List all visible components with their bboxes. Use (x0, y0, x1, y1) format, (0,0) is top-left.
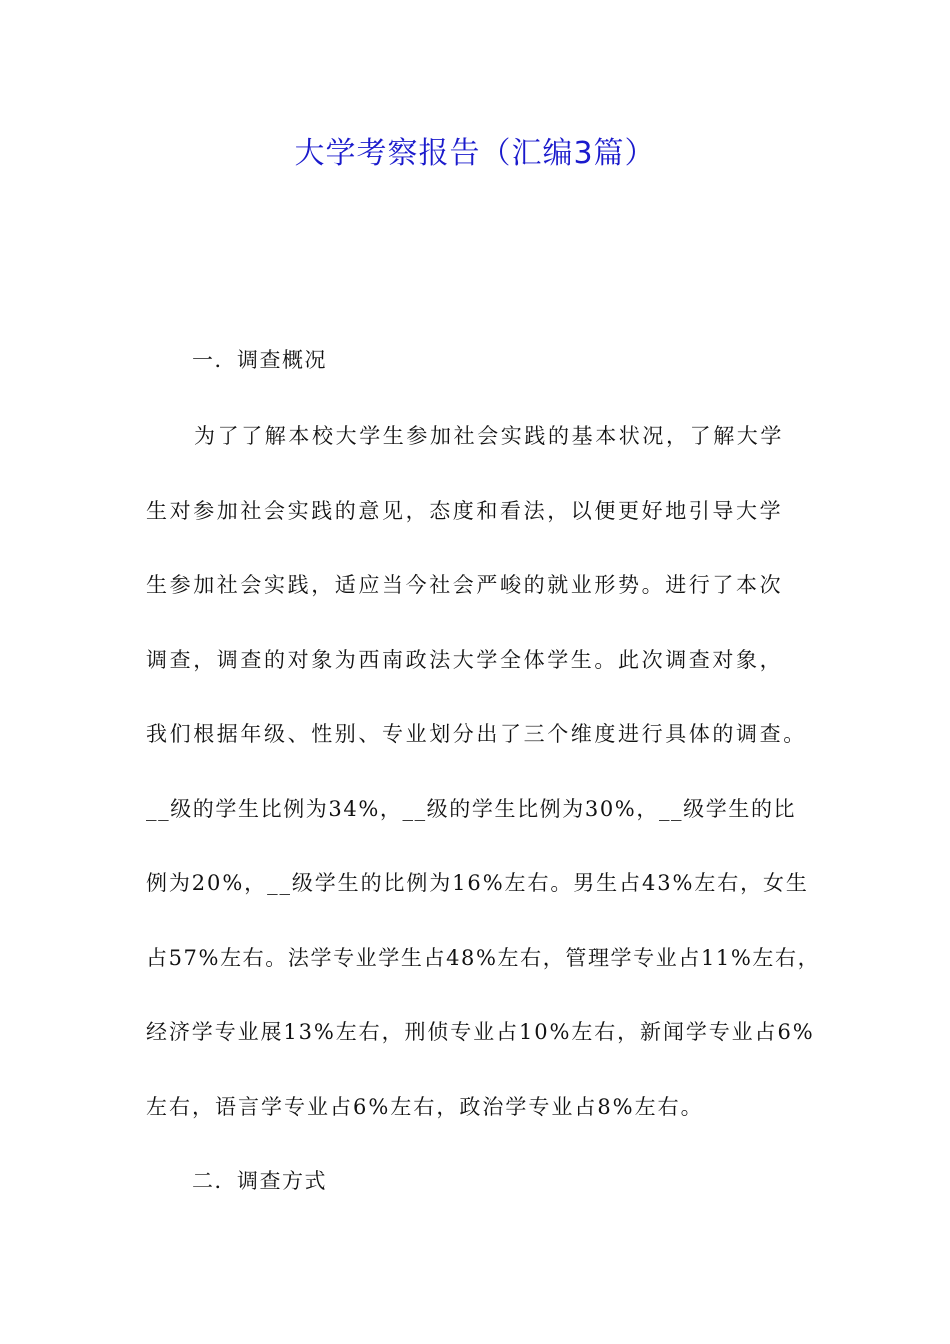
paragraph-line: 调查，调查的对象为西南政法大学全体学生。此次调查对象， (146, 648, 784, 672)
paragraph-line: __级的学生比例为34%，__级的学生比例为30%，__级学生的比 (146, 797, 797, 821)
paragraph-line: 生参加社会实践，适应当今社会严峻的就业形势。进行了本次 (146, 573, 784, 597)
paragraph-line: 我们根据年级、性别、专业划分出了三个维度进行具体的调查。 (146, 722, 807, 746)
paragraph-line: 占57%左右。法学专业学生占48%左右，管理学专业占11%左右， (146, 946, 821, 970)
paragraph-line: 例为20%，__级学生的比例为16%左右。男生占43%左右，女生 (146, 871, 809, 895)
section-heading-survey-overview: 一．调查概况 (192, 348, 327, 372)
paragraph-line: 为了了解本校大学生参加社会实践的基本状况，了解大学 (194, 424, 784, 448)
document-title: 大学考察报告（汇编3篇） (294, 136, 656, 171)
paragraph-line: 生对参加社会实践的意见，态度和看法，以便更好地引导大学 (146, 499, 784, 523)
paragraph-line: 经济学专业展13%左右，刑侦专业占10%左右，新闻学专业占6% (146, 1020, 815, 1044)
section-heading-survey-method: 二．调查方式 (192, 1169, 327, 1193)
paragraph-line: 左右，语言学专业占6%左右，政治学专业占8%左右。 (146, 1095, 704, 1119)
